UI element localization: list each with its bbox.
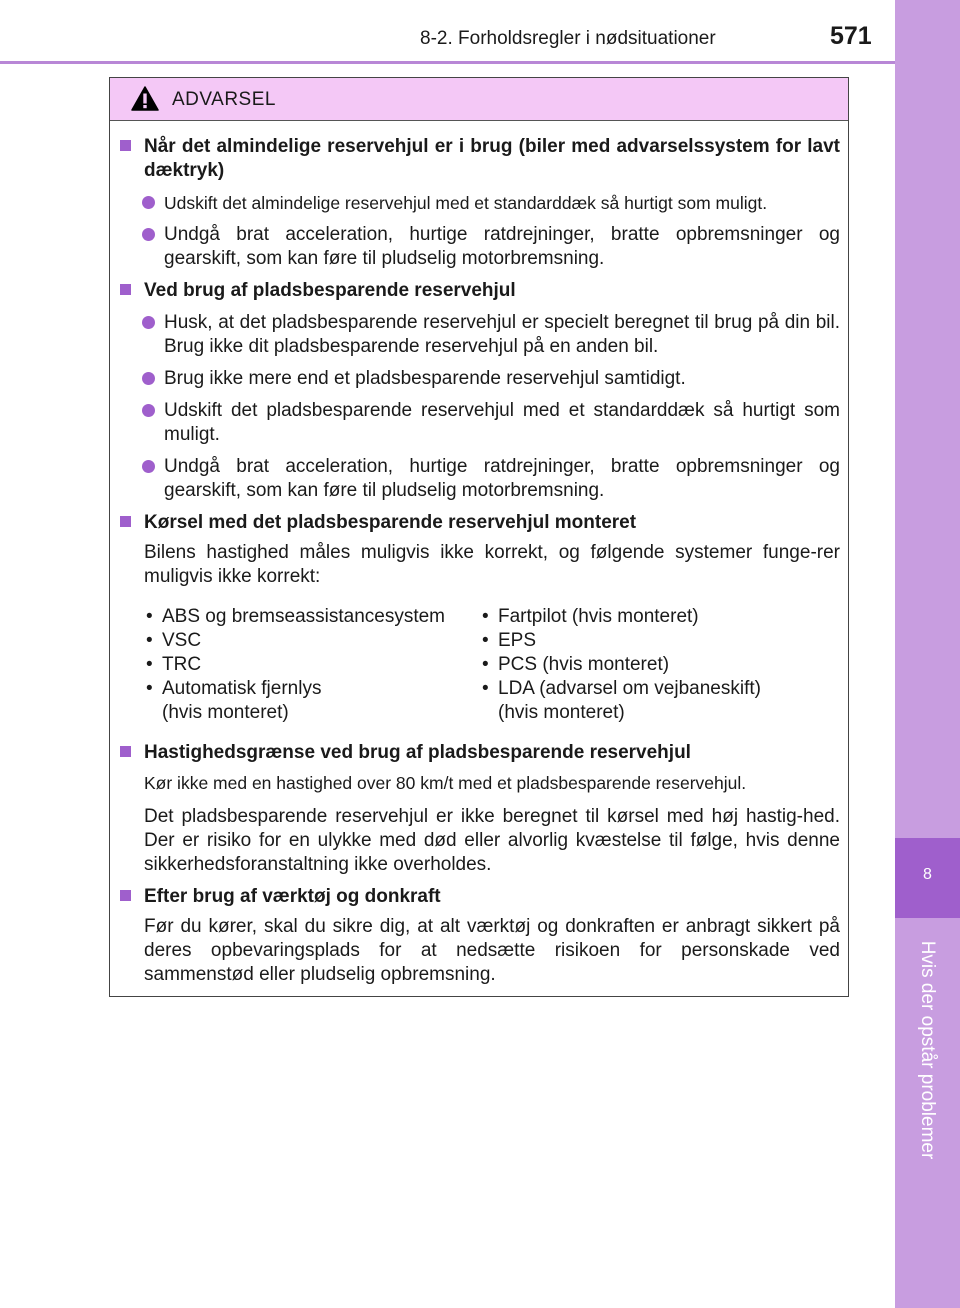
round-bullet-icon (142, 196, 155, 209)
list-item-text: PCS (hvis monteret) (498, 654, 670, 675)
chapter-number: 8 (923, 866, 932, 883)
section-heading-text: Kørsel med det pladsbesparende reservehjul monteret (144, 512, 637, 533)
section-title: 8-2. Forholdsregler i nødsituationer (420, 28, 716, 49)
chapter-title: Hvis der opstår problemer (917, 940, 938, 1160)
section-heading (119, 511, 840, 535)
systems-list-right (480, 605, 816, 725)
round-bullet-icon (142, 228, 155, 241)
warning-header (110, 78, 848, 121)
section-paragraph: Det pladsbesparende reservehjul er ikke beregnet til kørsel med høj hastig-hed. Der er risiko for en ulykke med død eller alvorlig kvæstelse til følge, hvis denne sikkerhedsforanstaltning ikke overholdes. (144, 806, 840, 875)
list-item: • ABS og bremseassistancesystem (146, 606, 446, 627)
round-bullet-icon (142, 316, 155, 329)
square-bullet-icon (120, 890, 131, 901)
list-item (119, 223, 840, 271)
list-item-text: LDA (advarsel om vejbaneskift) (hvis monteret) (498, 678, 761, 723)
warning-box (109, 77, 849, 997)
section-paragraph: Kør ikke med en hastighed over 80 km/t med et pladsbesparende reservehjul. (144, 773, 747, 793)
round-bullet-icon (142, 372, 155, 385)
section-paragraph: Bilens hastighed måles muligvis ikke korrekt, og følgende systemer funge-rer muligvis ikke korrekt: (144, 542, 840, 587)
list-item-text: Udskift det almindelige reservehjul med et standarddæk så hurtigt som muligt. (164, 193, 768, 213)
square-bullet-icon (120, 140, 131, 151)
round-bullet-icon (142, 404, 155, 417)
section-heading-text: Når det almindelige reservehjul er i brug (biler med advarselssystem for lavt dæktryk) (144, 136, 840, 181)
page-number: 571 (830, 22, 872, 50)
list-item: • TRC (146, 654, 202, 675)
list-item (119, 367, 840, 391)
list-item-text: Undgå brat acceleration, hurtige ratdrejninger, bratte opbremsninger og gearskift, som kan føre til pludselig motorbremsning. (164, 224, 840, 269)
section-heading-text: Hastighedsgrænse ved brug af pladsbesparende reservehjul (144, 742, 691, 763)
list-item-text: Automatisk fjernlys (hvis monteret) (162, 678, 322, 723)
list-item-text: Undgå brat acceleration, hurtige ratdrejninger, bratte opbremsninger og gearskift, som kan føre til pludselig motorbremsning. (164, 456, 840, 501)
section-paragraph: Før du kører, skal du sikre dig, at alt værktøj og donkraften er anbragt sikkert på deres opbevaringsplads for at nedsætte risikoen for personskade ved sammenstød eller pludselig opbremsning. (144, 916, 840, 985)
list-item (119, 191, 840, 215)
section-heading (119, 885, 840, 909)
section-heading-text: Efter brug af værktøj og donkraft (144, 886, 441, 907)
list-item-text: Brug ikke mere end et pladsbesparende reservehjul samtidigt. (164, 368, 686, 389)
section-heading (119, 135, 840, 183)
list-item-text: Udskift det pladsbesparende reservehjul med et standarddæk så hurtigt som muligt. (164, 400, 840, 445)
list-item: • LDA (advarsel om vejbaneskift) (hvis monteret) (482, 678, 761, 723)
header-rule (0, 61, 895, 64)
list-item-text: Fartpilot (hvis monteret) (498, 606, 699, 627)
warning-triangle-icon (131, 86, 159, 111)
list-item-text: ABS og bremseassistancesystem (162, 606, 446, 627)
section-heading (119, 279, 840, 303)
list-item (119, 455, 840, 503)
systems-list (119, 605, 840, 725)
list-item: • Automatisk fjernlys (hvis monteret) (146, 678, 322, 723)
square-bullet-icon (120, 284, 131, 295)
warning-title: ADVARSEL (172, 89, 276, 110)
list-item: • VSC (146, 630, 202, 651)
list-item: • PCS (hvis monteret) (482, 654, 670, 675)
list-item-text: TRC (162, 654, 202, 675)
list-item: • EPS (482, 630, 537, 651)
list-item (119, 311, 840, 359)
list-item-text: VSC (162, 630, 202, 651)
list-item (119, 399, 840, 447)
round-bullet-icon (142, 460, 155, 473)
list-item: • Fartpilot (hvis monteret) (482, 606, 699, 627)
square-bullet-icon (120, 516, 131, 527)
section-heading (119, 741, 840, 765)
list-item-text: EPS (498, 630, 537, 651)
section-heading-text: Ved brug af pladsbesparende reservehjul (144, 280, 516, 301)
list-item-text: Husk, at det pladsbesparende reservehjul er specielt beregnet til brug på din bil. Brug ikke dit pladsbesparende reservehjul på en anden bil. (164, 312, 840, 357)
systems-list-left (144, 605, 480, 725)
square-bullet-icon (120, 746, 131, 757)
warning-body (110, 135, 848, 987)
